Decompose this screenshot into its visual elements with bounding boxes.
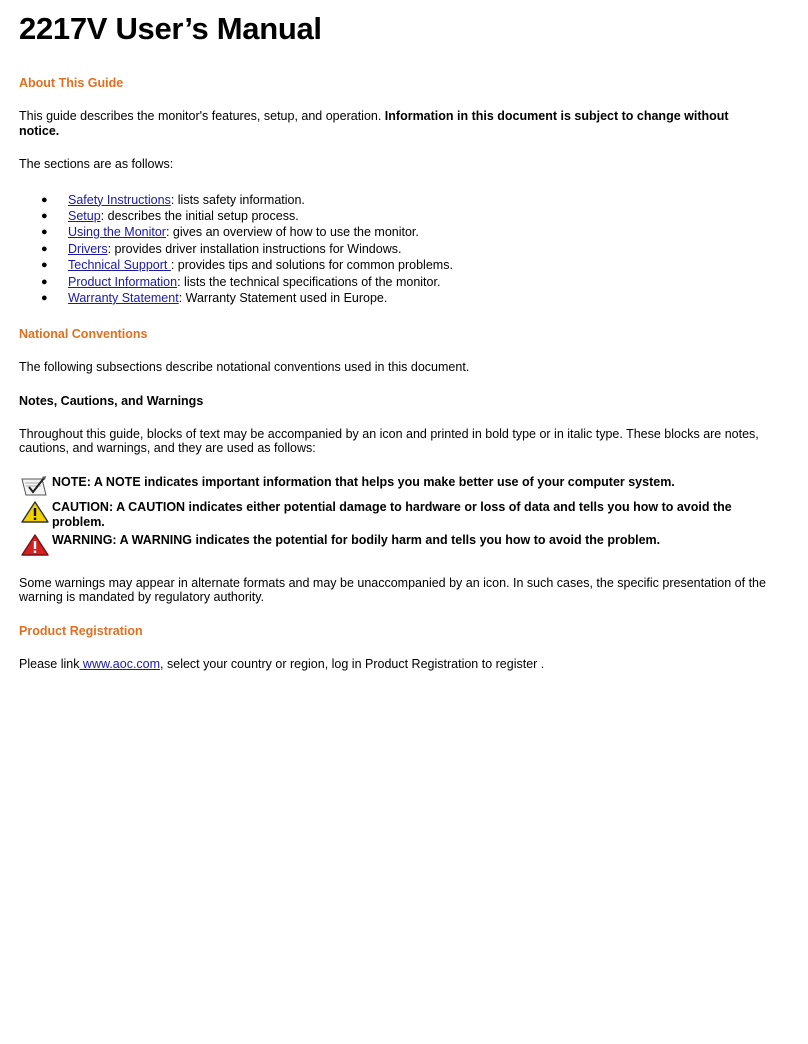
caution-block — [19, 500, 777, 529]
list-item-text: : Warranty Statement used in Europe. — [178, 290, 388, 305]
link-safety-instructions[interactable]: Safety Instructions — [68, 192, 171, 207]
about-intro-bold: Information in this document is subject to change without notice. — [19, 109, 729, 138]
link-warranty-statement[interactable]: Warranty Statement — [68, 290, 179, 305]
list-item-text: : lists the technical specifications of the monitor. — [177, 274, 441, 289]
about-heading: About This Guide — [19, 76, 124, 90]
page-title: 2217V User’s Manual — [19, 11, 322, 46]
list-item — [19, 241, 808, 257]
list-item-text: : lists safety information. — [170, 192, 305, 207]
list-item — [19, 290, 808, 306]
about-intro-text: This guide describes the monitor's features, setup, and operation. — [19, 109, 385, 123]
aoc-website-link[interactable]: www.aoc.com — [79, 656, 161, 671]
link-technical-support[interactable]: Technical Support — [68, 258, 171, 273]
note-block — [19, 475, 777, 490]
list-item-text: : provides driver installation instructions for Windows. — [107, 241, 402, 256]
bullet: ● — [41, 259, 48, 272]
warning-text: WARNING: A WARNING indicates the potential for bodily harm and tells you how to avoid the problem. — [52, 533, 661, 548]
link-setup[interactable]: Setup — [68, 208, 101, 223]
list-item — [19, 208, 808, 224]
conventions-intro: The following subsections describe notational conventions used in this document. — [19, 360, 470, 375]
registration-text — [19, 657, 769, 672]
caution-text: CAUTION: A CAUTION indicates either potential damage to hardware or loss of data and tells you how to avoid the problem. — [52, 500, 732, 529]
note-pencil-icon — [20, 475, 50, 499]
list-item — [19, 224, 808, 240]
conventions-body: Throughout this guide, blocks of text may be accompanied by an icon and printed in bold type or in italic type. These blocks are notes, cautions, and warnings, and they are used as follows: — [19, 426, 759, 456]
bullet: ● — [41, 209, 48, 222]
link-product-information[interactable]: Product Information — [68, 274, 178, 289]
list-item — [19, 274, 808, 290]
list-item-text: : describes the initial setup process. — [100, 208, 299, 223]
warning-triangle-icon — [20, 533, 50, 557]
caution-triangle-icon — [20, 500, 50, 524]
bullet: ● — [41, 291, 48, 304]
bullet: ● — [41, 193, 48, 206]
list-item-text: : provides tips and solutions for common problems. — [170, 258, 453, 273]
registration-suffix: , select your country or region, log in Product Registration to register . — [160, 656, 545, 671]
notes-subheading: Notes, Cautions, and Warnings — [19, 393, 204, 408]
list-item-text: : gives an overview of how to use the monitor. — [165, 225, 419, 240]
about-intro — [19, 109, 769, 138]
registration-prefix: Please link — [19, 656, 80, 671]
registration-heading: Product Registration — [19, 623, 143, 638]
link-drivers[interactable]: Drivers — [68, 241, 108, 256]
bullet: ● — [41, 242, 48, 255]
warnings-note: Some warnings may appear in alternate formats and may be unaccompanied by an icon. In such cases, the specific presentation of the warning is mandated by regulatory authority. — [19, 575, 766, 605]
link-using-the-monitor[interactable]: Using the Monitor — [68, 225, 166, 240]
list-item — [19, 192, 808, 208]
warning-block — [19, 533, 777, 548]
bullet: ● — [41, 226, 48, 239]
sections-list — [19, 192, 808, 307]
note-text: NOTE: A NOTE indicates important information that helps you make better use of your computer system. — [52, 474, 675, 489]
conventions-heading: National Conventions — [19, 327, 148, 342]
bullet: ● — [41, 275, 48, 288]
sections-intro: The sections are as follows: — [19, 157, 174, 171]
list-item — [19, 257, 808, 273]
